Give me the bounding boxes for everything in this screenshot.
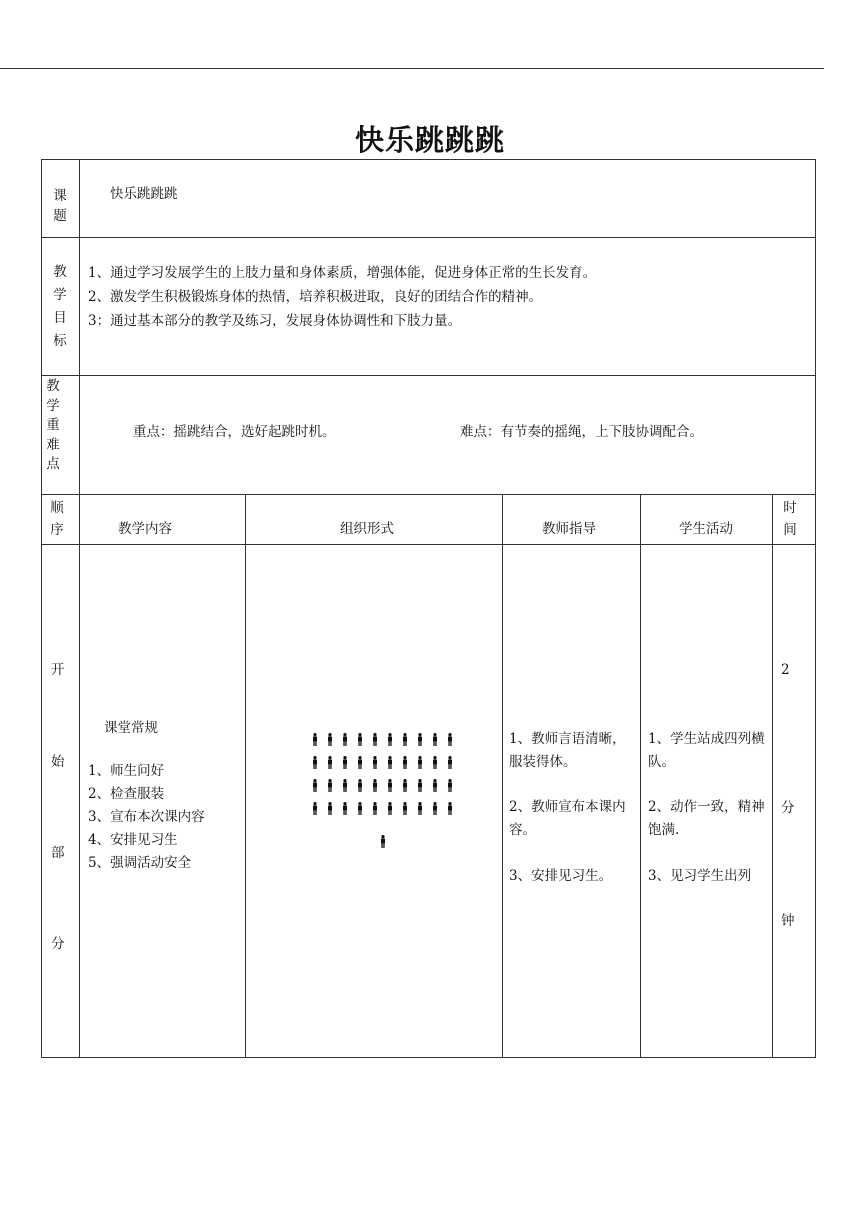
lesson-label: 课 题 [53,188,67,224]
student-figure-icon [417,777,423,790]
student-figure-icon [357,754,363,767]
section-char: 开 [51,662,65,678]
content-item: 5、强调活动安全 [88,855,192,871]
student-figure-icon [417,754,423,767]
content-item: 3、宣布本次课内容 [88,809,205,825]
student-figure-icon [432,754,438,767]
student-figure-icon [447,777,453,790]
column-divider [640,494,641,1058]
row-divider [41,375,816,376]
student-figure-icon [387,754,393,767]
student-figure-icon [417,800,423,813]
key-point: 重点：摇跳结合，选好起跳时机。 [133,424,336,440]
student-figure-icon [447,731,453,744]
student-figure-icon [357,731,363,744]
student-figure-icon [402,800,408,813]
student-figure-icon [327,800,333,813]
student-figure-icon [447,800,453,813]
column-divider [772,494,773,1058]
student-figure-icon [357,777,363,790]
student-figure-icon [372,731,378,744]
teacher-guidance-item: 2、教师宣布本课内容。 [509,799,626,838]
student-figure-icon [447,754,453,767]
section-char: 分 [51,936,65,952]
time-value: 2 [781,662,790,678]
objective-item: 2、激发学生积极锻炼身体的热情，培养积极进取，良好的团结合作的精神。 [88,289,543,305]
student-figure-icon [342,800,348,813]
header-time: 时 间 [783,500,797,538]
student-figure-icon [417,731,423,744]
column-divider [79,159,80,1058]
student-figure-icon [312,777,318,790]
content-title: 课堂常规 [104,720,158,736]
document-title: 快乐跳跳跳 [354,123,505,157]
student-figure-icon [327,754,333,767]
student-figure-icon [342,754,348,767]
student-figure-icon [372,754,378,767]
student-figure-icon [327,777,333,790]
time-unit-char: 钟 [781,913,795,929]
column-divider [502,494,503,1058]
header-student: 学生活动 [679,521,733,537]
teacher-guidance-item: 1、教师言语清晰，服装得体。 [509,731,626,770]
student-figure-icon [402,731,408,744]
student-figure-icon [402,754,408,767]
student-figure-icon [312,731,318,744]
header-organization: 组织形式 [340,521,394,537]
student-figure-icon [312,754,318,767]
row-divider [41,237,816,238]
objective-item: 3：通过基本部分的教学及练习，发展身体协调性和下肢力量。 [88,313,462,329]
student-figure-icon [342,731,348,744]
header-content: 教学内容 [118,521,172,537]
student-activity-item: 3、见习学生出列 [648,868,752,884]
section-char: 部 [51,845,65,861]
objective-item: 1、通过学习发展学生的上肢力量和身体素质，增强体能，促进身体正常的生长发育。 [88,265,597,281]
student-figure-icon [432,777,438,790]
lesson-title-value: 快乐跳跳跳 [110,186,178,202]
content-item: 2、检查服装 [88,786,165,802]
student-figure-icon [372,777,378,790]
teacher-figure-icon [380,833,386,846]
section-char: 始 [51,754,65,770]
content-item: 4、安排见习生 [88,832,178,848]
student-figure-icon [372,800,378,813]
objectives-label: 教 学 目 标 [53,264,67,349]
student-activity-item: 1、学生站成四列横队。 [648,731,765,770]
student-figure-icon [342,777,348,790]
difficulty: 难点：有节奏的摇绳，上下肢协调配合。 [460,424,703,440]
student-activity-item: 2、动作一致，精神饱满. [648,799,765,838]
student-figure-icon [387,777,393,790]
content-item: 1、师生问好 [88,763,165,779]
row-divider [41,494,816,495]
student-figure-icon [432,800,438,813]
student-figure-icon [402,777,408,790]
student-figure-icon [387,731,393,744]
focus-label: 教 学 重 难 点 [46,378,60,472]
header-order: 顺 序 [50,500,64,538]
header-teacher: 教师指导 [542,521,596,537]
formation-diagram [246,545,501,1057]
student-figure-icon [387,800,393,813]
student-figure-icon [312,800,318,813]
student-figure-icon [327,731,333,744]
student-figure-icon [432,731,438,744]
teacher-guidance-item: 3、安排见习生。 [509,868,613,884]
time-unit-char: 分 [781,800,795,816]
student-figure-icon [357,800,363,813]
header-rule [0,68,824,69]
